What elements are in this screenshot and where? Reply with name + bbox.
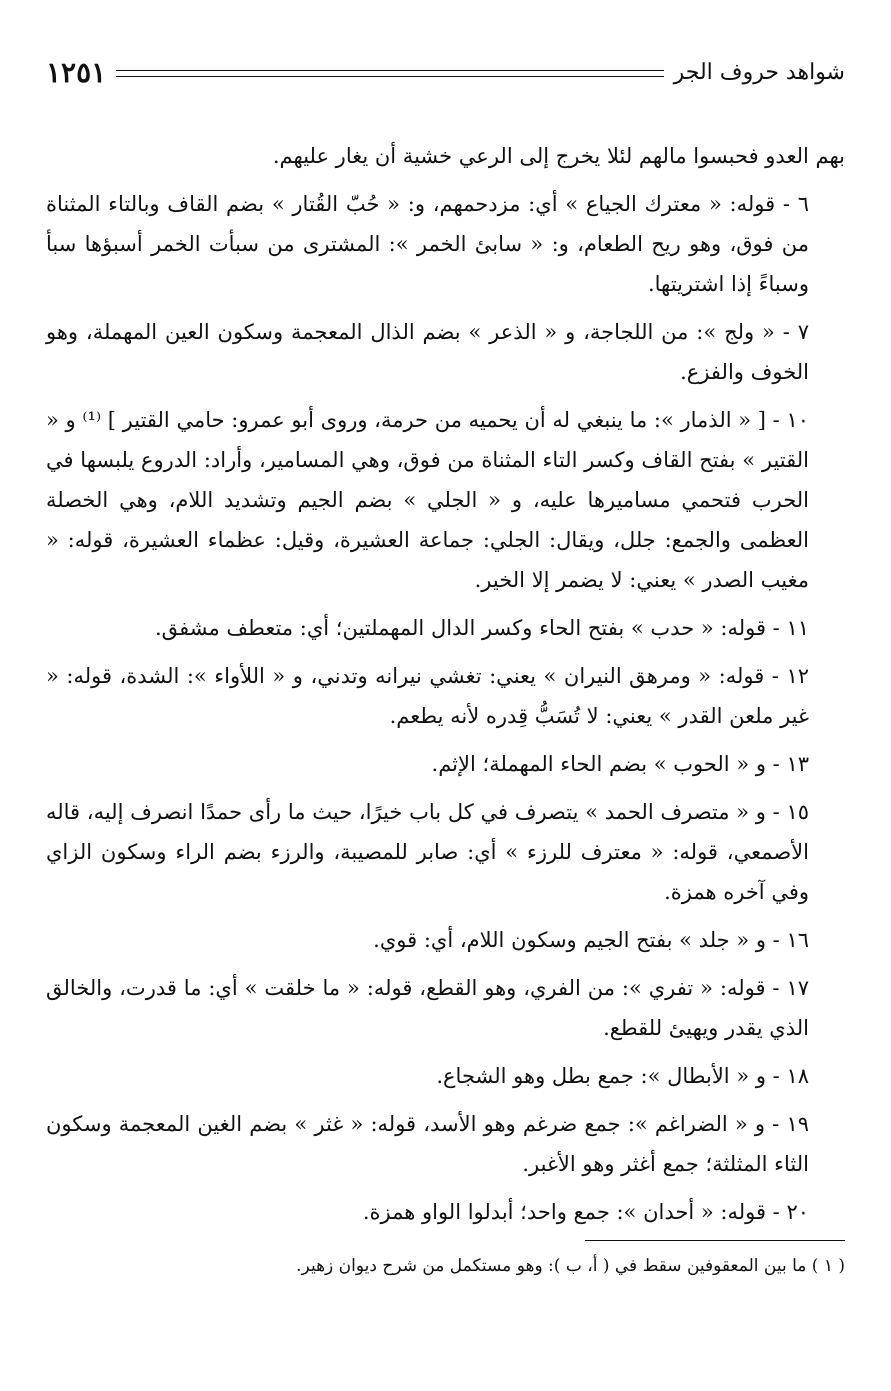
paragraph: ١٨ - و « الأبطال »: جمع بطل وهو الشجاع. xyxy=(436,1064,809,1088)
running-title: شواهد حروف الجر xyxy=(673,59,845,85)
paragraph: ٧ - « ولج »: من اللجاجة، و « الذعر » بضم الذال المعجمة وسكون العين المهملة، وهو الخوف والفزع. xyxy=(46,320,809,384)
paragraph: ١٣ - و « الحوب » بضم الحاء المهملة؛ الإثم. xyxy=(431,752,809,776)
footnote-divider xyxy=(585,1240,845,1241)
paragraph: ١٧ - قوله: « تفري »: من الفري، وهو القطع، قوله: « ما خلقت » أي: ما قدرت، والخالق الذي يقدر ويهيئ للقطع. xyxy=(46,976,809,1040)
paragraph: ١٦ - و « جلد » بفتح الجيم وسكون اللام، أي: قوي. xyxy=(373,928,809,952)
page-body xyxy=(46,136,845,1281)
paragraph: ١١ - قوله: « حدب » بفتح الحاء وكسر الدال المهملتين؛ أي: متعطف مشفق. xyxy=(154,616,809,640)
paragraph: ٢٠ - قوله: « أحدان »: جمع واحد؛ أبدلوا الواو همزة. xyxy=(362,1200,809,1224)
page-number: ١٢٥١ xyxy=(46,55,107,89)
paragraph: ٦ - قوله: « معترك الجياع » أي: مزدحمهم، و: « حُبّ القُتار » بضم القاف وبالتاء المثناة من فوق، وهو ريح الطعام، و: « سابئ الخمر »: المشترى من سبأت الخمر أسبؤها سبأ وسباءً إذا اشتريتها. xyxy=(46,192,809,296)
page-header xyxy=(46,52,845,92)
header-rule xyxy=(116,70,663,77)
paragraph: بهم العدو فحبسوا مالهم لئلا يخرج إلى الرعي خشية أن يغار عليهم. xyxy=(272,144,845,168)
paragraph: ١٥ - و « متصرف الحمد » يتصرف في كل باب خيرًا، حيث ما رأى حمدًا انصرف إليه، قاله الأصمعي، قوله: « معترف للرزء » أي: صابر للمصيبة، والرزء بضم الراء وسكون الزاي وفي آخره همزة. xyxy=(46,800,809,904)
footnote: ( ١ ) ما بين المعقوفين سقط في ( أ، ب ): وهو مستكمل من شرح ديوان زهير. xyxy=(296,1256,845,1276)
paragraph: ١٢ - قوله: « ومرهق النيران » يعني: تغشي نيرانه وتدني، و « اللأواء »: الشدة، قوله: « غير ملعن القدر » يعني: لا تُسَبُّ قِدره لأنه يطعم. xyxy=(46,664,809,728)
paragraph: ١٩ - و « الضراغم »: جمع ضرغم وهو الأسد، قوله: « غثر » بضم الغين المعجمة وسكون الثاء المثلثة؛ جمع أغثر وهو الأغبر. xyxy=(46,1112,809,1176)
paragraph: ١٠ - [ « الذمار »: ما ينبغي له أن يحميه من حرمة، وروى أبو عمرو: حامي القتير ] ⁽¹⁾ و « القتير » بفتح القاف وكسر التاء المثناة من فوق، وهي المسامير، وأراد: الدروع يلبسها في الحرب فتحمي مساميرها عليه، و « الجلي » بضم الجيم وتشديد اللام، وهي الخصلة العظمى والجمع: جلل، ويقال: الجلي: جماعة العشيرة، وقيل: عظماء العشيرة، قوله: « مغيب الصدر » يعني: لا يضمر إلا الخير. xyxy=(46,408,809,592)
